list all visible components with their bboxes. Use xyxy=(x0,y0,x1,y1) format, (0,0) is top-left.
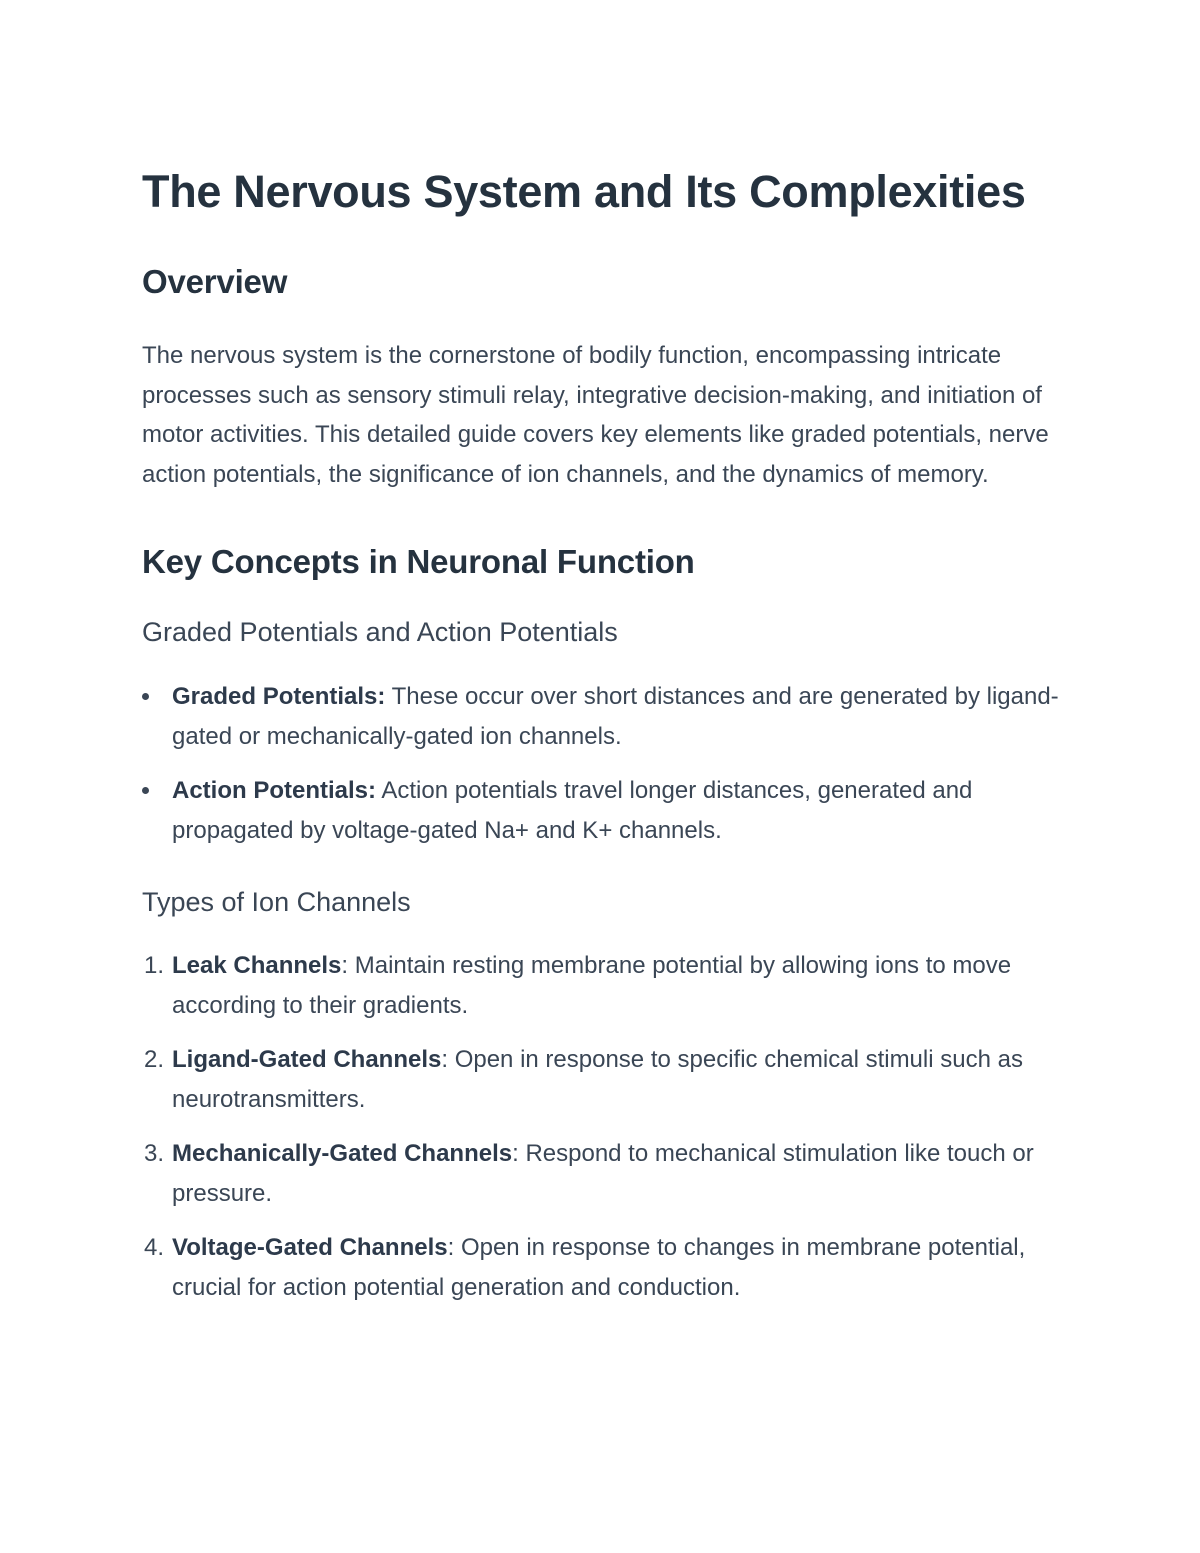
ion-channels-subheading: Types of Ion Channels xyxy=(142,887,411,917)
overview-paragraph: The nervous system is the cornerstone of bodily function, encompassing intricate processes such as sensory stimuli relay, integrative decision-making, and initiation of motor activities. This detailed guide covers key elements like graded potentials, nerve action potentials, the significance of ion channels, and the dynamics of memory. xyxy=(142,342,1049,488)
item-text: Action potentials travel longer distances, generated and propagated by voltage-gated Na+ and K+ channels. xyxy=(172,777,973,844)
list-item-mechanically-gated-channels xyxy=(142,1134,1062,1213)
potentials-list xyxy=(142,677,1062,850)
graded-potentials-subheading: Graded Potentials and Action Potentials xyxy=(142,617,618,647)
item-number: 3. xyxy=(144,1140,165,1167)
overview-heading: Overview xyxy=(142,263,288,300)
item-term: Action Potentials: xyxy=(172,777,377,804)
item-text: : Open in response to changes in membrane potential, crucial for action potential generation and conduction. xyxy=(172,1234,1026,1301)
list-item-leak-channels xyxy=(142,946,1062,1025)
list-item-ligand-gated-channels xyxy=(142,1040,1062,1119)
document-title: The Nervous System and Its Complexities xyxy=(142,166,1026,217)
item-term: Graded Potentials: xyxy=(172,683,386,710)
item-term: Leak Channels xyxy=(172,952,342,979)
bullet-icon xyxy=(142,693,149,700)
list-item-action-potentials xyxy=(142,771,1062,850)
list-item-voltage-gated-channels xyxy=(142,1228,1062,1307)
key-concepts-heading: Key Concepts in Neuronal Function xyxy=(142,543,695,580)
item-text: These occur over short distances and are generated by ligand-gated or mechanically-gated ion channels. xyxy=(172,683,1059,750)
item-number: 4. xyxy=(144,1234,165,1261)
bullet-icon xyxy=(142,787,149,794)
document-page xyxy=(142,160,1062,1307)
item-text: : Respond to mechanical stimulation like touch or pressure. xyxy=(172,1140,1034,1207)
item-term: Ligand-Gated Channels xyxy=(172,1046,442,1073)
item-term: Voltage-Gated Channels xyxy=(172,1234,448,1261)
item-text: : Maintain resting membrane potential by allowing ions to move according to their gradients. xyxy=(172,952,1012,1019)
item-term: Mechanically-Gated Channels xyxy=(172,1140,513,1167)
item-number: 2. xyxy=(144,1046,165,1073)
ion-channels-list xyxy=(142,946,1062,1307)
list-item-graded-potentials xyxy=(142,677,1062,756)
item-text: : Open in response to specific chemical stimuli such as neurotransmitters. xyxy=(172,1046,1023,1113)
item-number: 1. xyxy=(144,952,165,979)
